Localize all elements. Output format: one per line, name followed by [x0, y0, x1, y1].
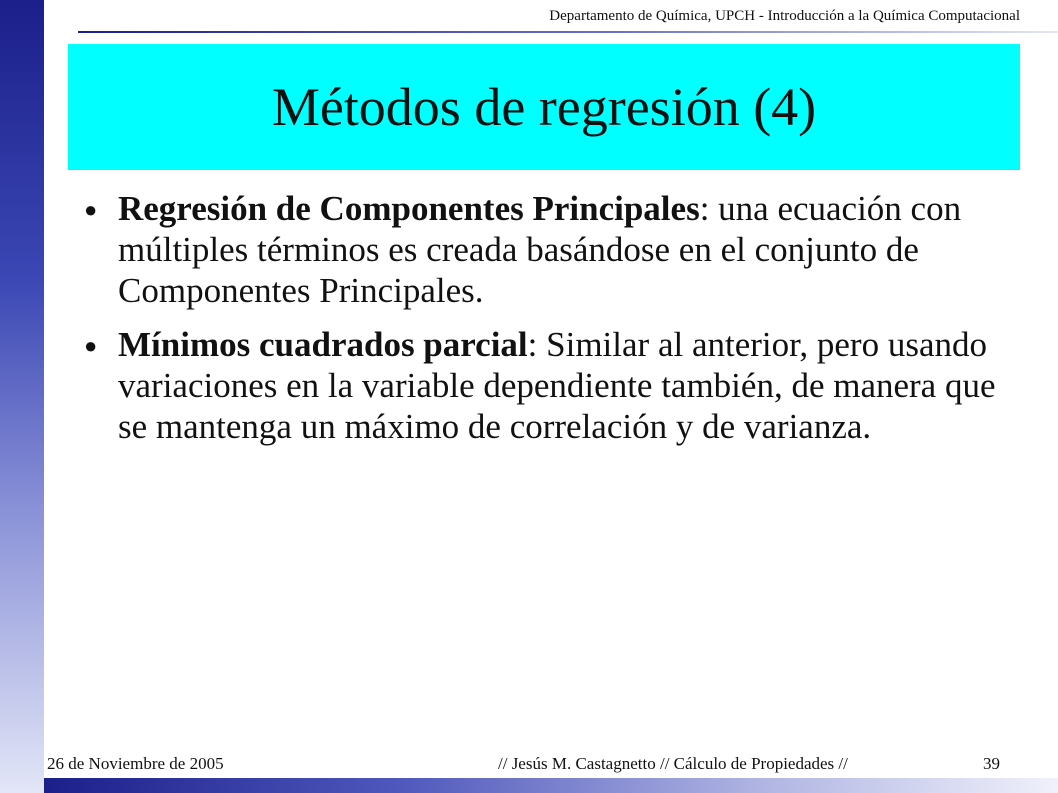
footer-date: 26 de Noviembre de 2005: [47, 754, 224, 773]
title-box: [68, 44, 1020, 170]
slide-title: Métodos de regresión (4): [271, 77, 817, 137]
footer-gradient-bar: [44, 778, 1058, 793]
bullet-dot-icon: ●: [84, 197, 98, 222]
bullet-dot-icon: ●: [84, 333, 98, 358]
bullet-item: [80, 188, 1020, 311]
bullet-text: : Similar al anterior, pero usando variaciones en la variable dependiente también, de manera que se mantenga un máximo de correlación y de varianza.: [118, 325, 996, 446]
bullet-item: [80, 324, 1020, 447]
footer-author: // Jesús M. Castagnetto // Cálculo de Propiedades //: [498, 754, 848, 773]
header-department: Departamento de Química, UPCH - Introducción a la Química Computacional: [549, 8, 1020, 24]
page-number: 39: [983, 754, 1000, 773]
bullet-list: [80, 188, 1020, 460]
bullet-text: : una ecuación con múltiples términos es creada basándose en el conjunto de Componentes Principales.: [118, 189, 962, 310]
bullet-term: Regresión de Componentes Principales: [118, 189, 700, 228]
bullet-term: Mínimos cuadrados parcial: [118, 325, 528, 364]
header-rule: [78, 31, 1058, 33]
left-gradient-bar: [0, 0, 44, 793]
